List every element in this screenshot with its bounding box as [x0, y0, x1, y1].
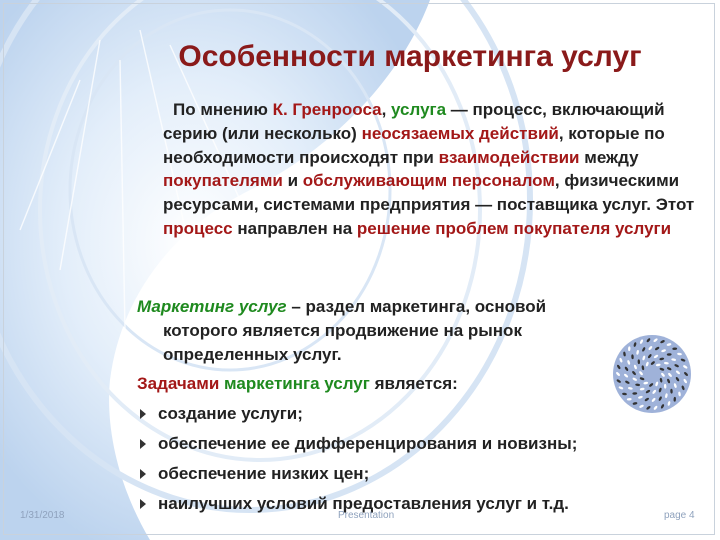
term-interaction: взаимодействии: [438, 147, 580, 167]
text-fragment: По мнению: [173, 100, 273, 119]
paragraph-line: определенных услуг.: [163, 344, 342, 364]
text-fragment: – раздел маркетинга, основой: [286, 297, 547, 316]
paragraph-tasks-heading: [137, 372, 458, 396]
triangle-arrow-icon: [140, 469, 146, 479]
term-service-marketing: Маркетинг услуг: [137, 297, 287, 316]
list-item-text: обеспечение ее дифференцирования и новизны;: [158, 434, 578, 453]
list-item-text: обеспечение низких цен;: [158, 464, 370, 483]
slide-title: Особенности маркетинга услуг: [178, 40, 642, 73]
footer-page-number: page 4: [664, 510, 695, 521]
triangle-arrow-icon: [140, 409, 146, 419]
term-service-marketing-2: маркетинга услуг: [224, 374, 370, 393]
list-item-text: наилучших условий предоставления услуг и т.д.: [158, 494, 569, 513]
text-fragment: является:: [369, 374, 458, 393]
paragraph-definition: [163, 98, 703, 241]
term-staff: обслуживающим персоналом: [302, 171, 555, 191]
list-item: [137, 429, 577, 459]
term-problem-solving: решение проблем покупателя услуги: [356, 218, 672, 238]
paragraph-line: [137, 295, 617, 319]
paragraph-line: которого является продвижение на рынок: [163, 320, 522, 340]
term-tasks: Задачами: [137, 374, 220, 393]
footer-date: 1/31/2018: [20, 510, 65, 521]
term-buyers: покупателями: [163, 171, 283, 191]
text-fragment: — процесс, включающий серию (или несколько): [163, 100, 665, 143]
text-fragment: ,: [381, 100, 392, 119]
list-item: [137, 399, 577, 429]
list-item: [137, 459, 577, 489]
footer-title: Presentation: [338, 510, 395, 521]
text-fragment: , физическими ресурсами, системами предприятия — поставщика услуг. Этот: [163, 171, 695, 215]
text-fragment: , которые по необходимости происходят при: [163, 123, 665, 167]
term-process: процесс: [163, 218, 233, 238]
optical-illusion-image: [611, 333, 693, 415]
term-intangible-actions: неосязаемых действий: [361, 123, 559, 143]
list-item-text: создание услуги;: [158, 404, 303, 423]
triangle-arrow-icon: [140, 439, 146, 449]
text-fragment: направлен на: [232, 218, 357, 238]
term-service: услуга: [391, 100, 447, 119]
author-name: К. Гренрооса: [272, 100, 382, 119]
paragraph-service-marketing: [137, 295, 617, 366]
triangle-arrow-icon: [140, 499, 146, 509]
text-fragment: и: [282, 171, 303, 191]
text-fragment: между: [579, 147, 639, 167]
tasks-list: [137, 399, 577, 519]
